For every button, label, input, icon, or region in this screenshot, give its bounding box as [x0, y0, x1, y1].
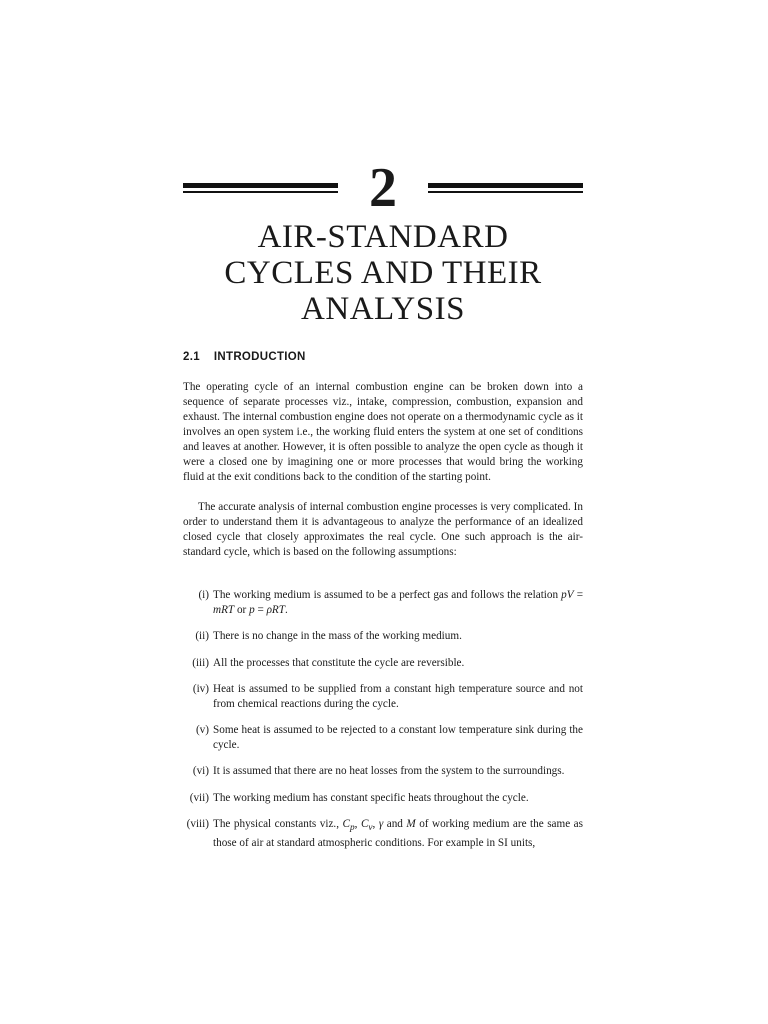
- item-label: (v): [195, 724, 209, 736]
- chapter-number: 2: [369, 157, 397, 219]
- item-text: The working medium has constant specific heats throughout the cycle.: [213, 791, 529, 804]
- item-label: (vi): [192, 765, 209, 777]
- paragraph: The operating cycle of an internal combustion engine can be broken down into a sequence of separate processes viz., intake, compression, combustion, expansion and exhaust. The internal combustion engine does not operate on a thermodynamic cycle as it involves an open system i.e., the working fluid enters the system at one set of conditions and leaves at another. However, it is often possible to analyze the open cycle as though it were a closed one by imagining one or more processes that would bring the working fluid at the exit conditions back to the condition of the starting point.: [183, 381, 583, 483]
- assumption-item: [183, 764, 583, 779]
- item-text: Heat is assumed to be supplied from a constant high temperature source and not from chemical reactions during the cycle.: [213, 683, 583, 710]
- item-text: All the processes that constitute the cycle are reversible.: [213, 656, 465, 669]
- assumption-item: [183, 588, 583, 617]
- chapter-title-line: ANALYSIS: [301, 291, 465, 327]
- paragraph: The accurate analysis of internal combustion engine processes is very complicated. In order to understand them it is advantageous to analyze the performance of an idealized closed cycle that closely approximates the real cycle. One such approach is the air-standard cycle, which is based on the following assumptions:: [183, 501, 583, 558]
- section-number: 2.1: [183, 351, 200, 363]
- item-text: It is assumed that there are no heat losses from the system to the surroundings.: [213, 765, 565, 777]
- right-decorative-rule: [428, 183, 583, 193]
- item-label: (vii): [189, 791, 209, 804]
- item-text: There is no change in the mass of the working medium.: [213, 630, 462, 642]
- assumption-item: [183, 656, 583, 671]
- assumption-item: [183, 682, 583, 711]
- chapter-header: [183, 157, 583, 219]
- assumption-item: [183, 817, 583, 850]
- section-heading: [183, 351, 306, 363]
- item-label: (ii): [195, 630, 209, 642]
- chapter-title: [183, 219, 583, 327]
- assumption-item: [183, 791, 583, 806]
- item-label: (i): [198, 589, 209, 601]
- item-text: The working medium is assumed to be a perfect gas and follows the relation pV = mRT or p = ρRT.: [213, 589, 583, 616]
- chapter-title-line: AIR-STANDARD: [257, 219, 509, 255]
- assumptions-list: [183, 588, 583, 850]
- item-label: (iv): [192, 683, 209, 695]
- left-decorative-rule: [183, 183, 338, 193]
- item-text: Some heat is assumed to be rejected to a constant low temperature sink during the cycle.: [213, 724, 583, 751]
- assumption-item: [183, 629, 583, 644]
- item-label: (viii): [186, 818, 209, 830]
- chapter-title-line: CYCLES AND THEIR: [224, 255, 542, 291]
- item-text: The physical constants viz., $C_p$, $C_v$, γ and M of working medium are the same as those of air at standard atmospheric conditions. For example in SI units,: [213, 818, 583, 849]
- item-label: (iii): [192, 656, 209, 669]
- section-title: INTRODUCTION: [213, 351, 306, 363]
- assumption-item: [183, 723, 583, 752]
